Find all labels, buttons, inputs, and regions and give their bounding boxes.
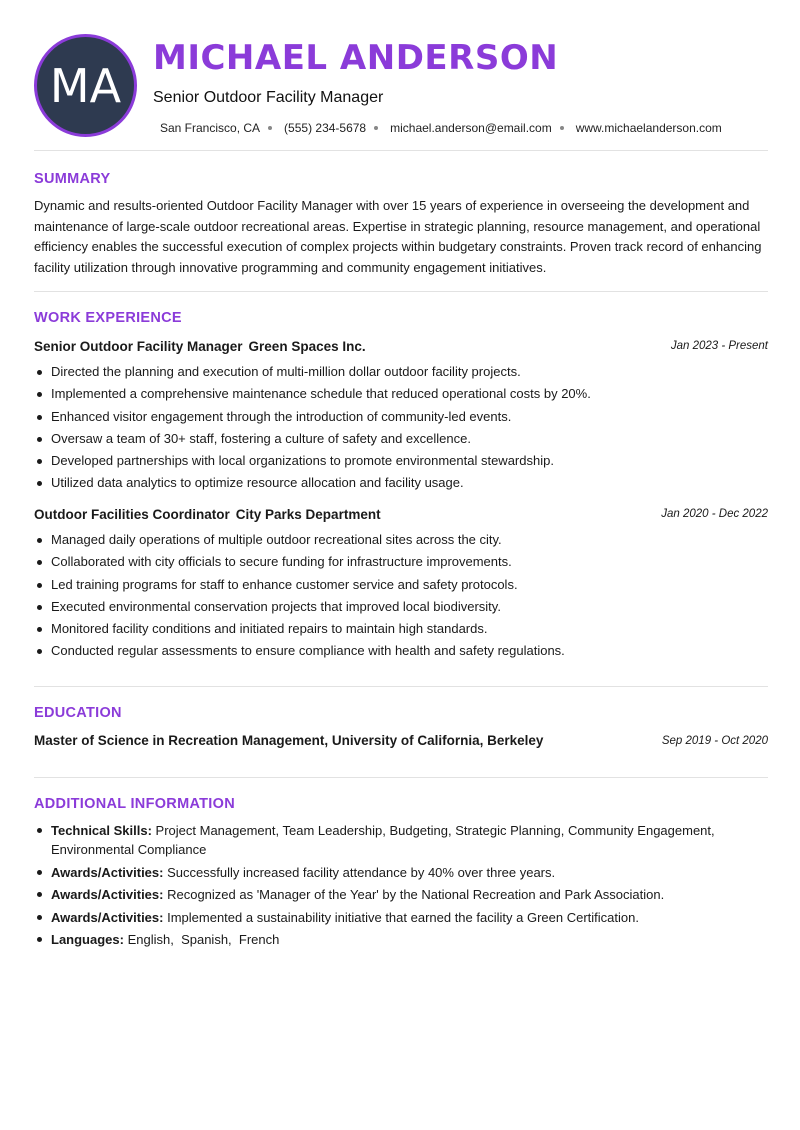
- resume-header: [34, 34, 768, 138]
- contact-phone[interactable]: (555) 234-5678: [284, 121, 367, 135]
- job-role: Senior Outdoor Facility Manager: [34, 339, 243, 354]
- item-text: Recognized as 'Manager of the Year' by the National Recreation and Park Association.: [167, 887, 665, 902]
- summary-heading: SUMMARY: [34, 171, 111, 187]
- work-experience-heading: WORK EXPERIENCE: [34, 310, 182, 326]
- section-divider: [34, 150, 768, 151]
- list-item: Enhanced visitor engagement through the introduction of community-led events.: [34, 406, 768, 428]
- item-text: English, Spanish, French: [127, 932, 280, 947]
- job-bullets: [34, 529, 768, 663]
- contact-email[interactable]: michael.anderson@email.com: [390, 121, 552, 135]
- separator-dot: [268, 126, 272, 130]
- job-header: [34, 339, 768, 357]
- candidate-name: MICHAEL ANDERSON: [153, 38, 559, 78]
- list-item: Directed the planning and execution of multi-million dollar outdoor facility projects.: [34, 361, 768, 383]
- job-role: Outdoor Facilities Coordinator: [34, 507, 230, 522]
- list-item: [34, 821, 768, 859]
- job-dates: Jan 2023 - Present: [670, 340, 768, 352]
- separator-dot: [560, 126, 564, 130]
- list-item: [34, 885, 768, 904]
- item-text: Project Management, Team Leadership, Budgeting, Strategic Planning, Community Engagement, Environmental Compliance: [51, 823, 715, 857]
- item-text: Implemented a sustainability initiative that earned the facility a Green Certification.: [167, 909, 639, 925]
- item-label: Languages:: [51, 932, 124, 947]
- list-item: Managed daily operations of multiple outdoor recreational sites across the city.: [34, 529, 768, 551]
- item-label: Awards/Activities:: [51, 887, 164, 902]
- education-entry: [34, 733, 768, 751]
- avatar: [34, 34, 137, 137]
- job-company: City Parks Department: [235, 507, 381, 522]
- contact-info: [160, 121, 722, 135]
- list-item: [34, 930, 768, 949]
- list-item: Collaborated with city officials to secure funding for infrastructure improvements.: [34, 551, 768, 573]
- list-item: Executed environmental conservation projects that improved local biodiversity.: [34, 596, 768, 618]
- contact-location: San Francisco, CA: [160, 121, 261, 135]
- section-divider: [34, 291, 768, 292]
- list-item: [34, 908, 768, 927]
- additional-info-heading: ADDITIONAL INFORMATION: [34, 796, 235, 812]
- candidate-title: Senior Outdoor Facility Manager: [153, 89, 384, 106]
- job-header: [34, 507, 768, 525]
- list-item: Utilized data analytics to optimize resource allocation and facility usage.: [34, 472, 768, 494]
- item-text: Successfully increased facility attendance by 40% over three years.: [167, 864, 556, 880]
- list-item: Conducted regular assessments to ensure compliance with health and safety regulations.: [34, 640, 768, 662]
- separator-dot: [374, 126, 378, 130]
- list-item: [34, 863, 768, 882]
- summary-text: Dynamic and results-oriented Outdoor Facility Manager with over 15 years of experience in overseeing the development and maintenance of large-scale outdoor recreational areas. Expertise in strategic planning, resource management, and operational efficiency enables the successful execution of complex projects within budgetary constraints. Proven track record of enhancing facility utilization through innovative programming and community engagement initiatives.: [34, 198, 762, 275]
- section-divider: [34, 777, 768, 778]
- education-degree: Master of Science in Recreation Management, University of California, Berkeley: [34, 733, 544, 748]
- item-label: Technical Skills:: [51, 823, 152, 838]
- job-dates: Jan 2020 - Dec 2022: [661, 508, 768, 520]
- job-bullets: [34, 361, 768, 495]
- item-label: Awards/Activities:: [51, 864, 164, 880]
- item-label: Awards/Activities:: [51, 909, 164, 925]
- additional-info-list: [34, 821, 768, 953]
- education-dates: Sep 2019 - Oct 2020: [661, 735, 768, 747]
- list-item: Oversaw a team of 30+ staff, fostering a culture of safety and excellence.: [34, 428, 768, 450]
- section-divider: [34, 686, 768, 687]
- list-item: Monitored facility conditions and initiated repairs to maintain high standards.: [34, 618, 768, 640]
- education-heading: EDUCATION: [34, 705, 122, 721]
- contact-website[interactable]: www.michaelanderson.com: [575, 121, 722, 135]
- list-item: Developed partnerships with local organizations to promote environmental stewardship.: [34, 450, 768, 472]
- list-item: Led training programs for staff to enhance customer service and safety protocols.: [34, 574, 768, 596]
- avatar-initials: MA: [49, 58, 122, 113]
- list-item: Implemented a comprehensive maintenance schedule that reduced operational costs by 20%.: [34, 383, 768, 405]
- job-company: Green Spaces Inc.: [248, 339, 366, 354]
